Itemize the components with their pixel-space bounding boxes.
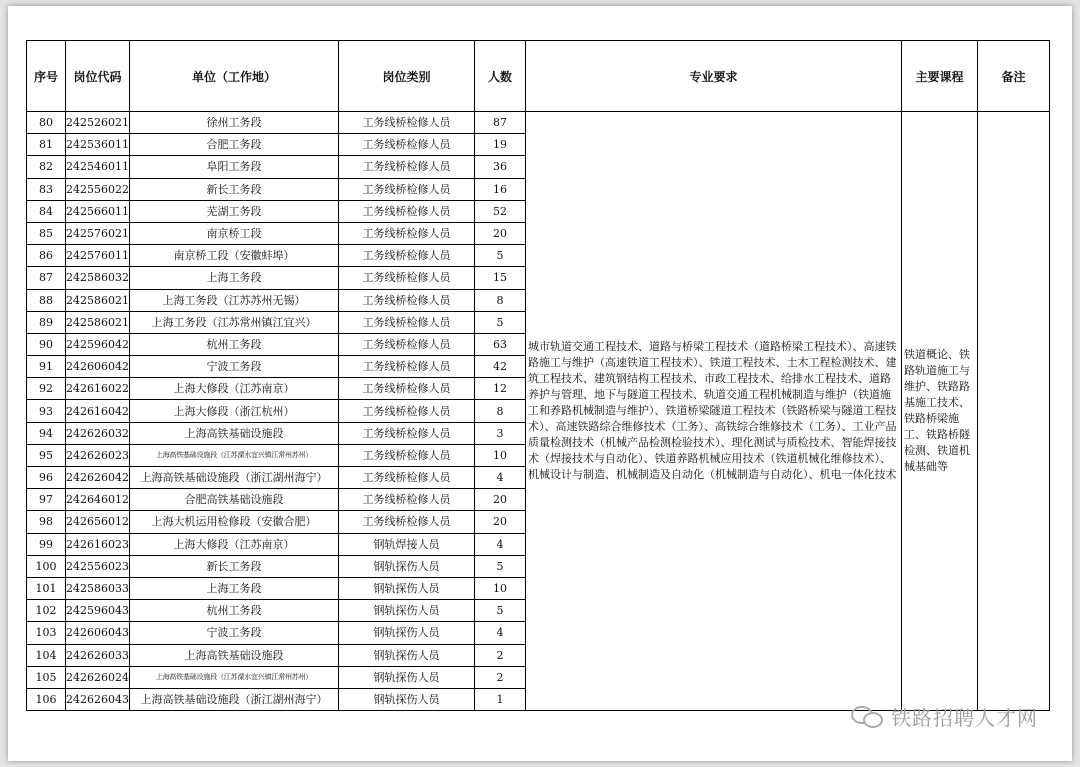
- cell-category: 工务线桥检修人员: [339, 222, 475, 244]
- cell-code: 242626023: [66, 444, 130, 466]
- cell-seq: 93: [27, 400, 66, 422]
- cell-seq: 104: [27, 644, 66, 666]
- cell-unit: 上海高铁基础设施段（江苏溧水宜兴镇江常州苏州）: [130, 666, 339, 688]
- cell-seq: 101: [27, 577, 66, 599]
- cell-count: 10: [475, 444, 526, 466]
- watermark: [851, 702, 1038, 731]
- cell-unit: 上海高铁基础设施段: [130, 422, 339, 444]
- cell-unit: 南京桥工段: [130, 222, 339, 244]
- cell-code: 242616022: [66, 378, 130, 400]
- cell-seq: 82: [27, 156, 66, 178]
- cell-code: 242606043: [66, 622, 130, 644]
- cell-category: 工务线桥检修人员: [339, 356, 475, 378]
- cell-count: 1: [475, 688, 526, 710]
- cell-code: 242656012: [66, 511, 130, 533]
- cell-unit: 上海大修段（江苏南京）: [130, 533, 339, 555]
- cell-code: 242626042: [66, 467, 130, 489]
- cell-count: 4: [475, 533, 526, 555]
- cell-seq: 98: [27, 511, 66, 533]
- recruitment-table: [26, 40, 1050, 711]
- table-row: [27, 112, 1050, 134]
- cell-unit: 上海工务段: [130, 267, 339, 289]
- table-body: [27, 112, 1050, 711]
- cell-seq: 86: [27, 245, 66, 267]
- cell-count: 15: [475, 267, 526, 289]
- cell-seq: 85: [27, 222, 66, 244]
- cell-seq: 95: [27, 444, 66, 466]
- cell-unit: 上海大机运用检修段（安徽合肥）: [130, 511, 339, 533]
- cell-count: 2: [475, 644, 526, 666]
- cell-category: 工务线桥检修人员: [339, 245, 475, 267]
- header-remark: 备注: [978, 41, 1050, 112]
- cell-unit: 上海工务段（江苏常州镇江宜兴）: [130, 311, 339, 333]
- cell-code: 242536011: [66, 134, 130, 156]
- cell-count: 36: [475, 156, 526, 178]
- wechat-icon: [851, 706, 885, 728]
- cell-category: 工务线桥检修人员: [339, 333, 475, 355]
- cell-category: 工务线桥检修人员: [339, 134, 475, 156]
- cell-seq: 100: [27, 555, 66, 577]
- cell-count: 5: [475, 600, 526, 622]
- cell-code: 242626024: [66, 666, 130, 688]
- cell-count: 16: [475, 178, 526, 200]
- cell-category: 工务线桥检修人员: [339, 156, 475, 178]
- cell-code: 242556022: [66, 178, 130, 200]
- cell-category: 工务线桥检修人员: [339, 289, 475, 311]
- cell-unit: 新长工务段: [130, 178, 339, 200]
- cell-category: 钢轨探伤人员: [339, 600, 475, 622]
- cell-unit: 杭州工务段: [130, 600, 339, 622]
- cell-seq: 105: [27, 666, 66, 688]
- cell-seq: 103: [27, 622, 66, 644]
- cell-category: 工务线桥检修人员: [339, 444, 475, 466]
- cell-category: 工务线桥检修人员: [339, 267, 475, 289]
- cell-unit: 杭州工务段: [130, 333, 339, 355]
- cell-category: 钢轨探伤人员: [339, 555, 475, 577]
- cell-code: 242526021: [66, 112, 130, 134]
- cell-code: 242556023: [66, 555, 130, 577]
- cell-count: 12: [475, 378, 526, 400]
- cell-category: 工务线桥检修人员: [339, 400, 475, 422]
- cell-count: 5: [475, 245, 526, 267]
- cell-seq: 97: [27, 489, 66, 511]
- cell-seq: 88: [27, 289, 66, 311]
- cell-unit: 上海大修段（浙江杭州）: [130, 400, 339, 422]
- cell-code: 242626032: [66, 422, 130, 444]
- header-row: [27, 41, 1050, 112]
- cell-unit: 芜湖工务段: [130, 200, 339, 222]
- cell-category: 工务线桥检修人员: [339, 489, 475, 511]
- cell-unit: 上海高铁基础设施段: [130, 644, 339, 666]
- header-code: 岗位代码: [66, 41, 130, 112]
- cell-seq: 81: [27, 134, 66, 156]
- cell-category: 工务线桥检修人员: [339, 422, 475, 444]
- cell-seq: 99: [27, 533, 66, 555]
- cell-category: 工务线桥检修人员: [339, 200, 475, 222]
- cell-count: 4: [475, 622, 526, 644]
- cell-code: 242646012: [66, 489, 130, 511]
- cell-code: 242586021: [66, 289, 130, 311]
- header-count: 人数: [475, 41, 526, 112]
- cell-seq: 106: [27, 688, 66, 710]
- header-seq: 序号: [27, 41, 66, 112]
- cell-code: 242586021: [66, 311, 130, 333]
- cell-count: 20: [475, 489, 526, 511]
- cell-unit: 上海工务段（江苏苏州无锡）: [130, 289, 339, 311]
- cell-count: 19: [475, 134, 526, 156]
- cell-seq: 94: [27, 422, 66, 444]
- cell-unit: 阜阳工务段: [130, 156, 339, 178]
- cell-seq: 83: [27, 178, 66, 200]
- cell-code: 242576011: [66, 245, 130, 267]
- cell-category: 工务线桥检修人员: [339, 467, 475, 489]
- cell-category: 工务线桥检修人员: [339, 378, 475, 400]
- cell-unit: 上海高铁基础设施段（浙江湖州海宁）: [130, 688, 339, 710]
- cell-code: 242616023: [66, 533, 130, 555]
- cell-count: 63: [475, 333, 526, 355]
- cell-count: 2: [475, 666, 526, 688]
- cell-category: 钢轨探伤人员: [339, 644, 475, 666]
- cell-unit: 新长工务段: [130, 555, 339, 577]
- cell-count: 20: [475, 511, 526, 533]
- cell-code: 242616042: [66, 400, 130, 422]
- cell-major-requirements: 城市轨道交通工程技术、道路与桥梁工程技术（道路桥梁工程技术）、高速铁路施工与维护（高速铁道工程技术）、铁道工程技术、土木工程检测技术、建筑工程技术、建筑钢结构工程技术、市政工程技术、给排水工程技术、道路养护与管理、地下与隧道工程技术、轨道交通工程机械制造与维护（铁道施工和养路机械制造与维护）、铁道桥梁隧道工程技术（铁路桥梁与隧道工程技术）、高速铁路综合维修技术（工务）、高铁综合维修技术（工务）、工业产品质量检测技术（机械产品检测检验技术）、理化测试与质检技术、智能焊接技术（焊接技术与自动化）、铁道养路机械应用技术（铁道机械化维修技术）、机械设计与制造、机械制造及自动化（机械制造与自动化）、机电一体化技术: [526, 112, 902, 711]
- cell-code: 242576021: [66, 222, 130, 244]
- cell-count: 10: [475, 577, 526, 599]
- cell-seq: 102: [27, 600, 66, 622]
- cell-unit: 合肥工务段: [130, 134, 339, 156]
- cell-unit: 上海大修段（江苏南京）: [130, 378, 339, 400]
- cell-count: 42: [475, 356, 526, 378]
- cell-seq: 91: [27, 356, 66, 378]
- header-major: 专业要求: [526, 41, 902, 112]
- cell-category: 工务线桥检修人员: [339, 311, 475, 333]
- cell-seq: 92: [27, 378, 66, 400]
- watermark-text: 铁路招聘人才网: [891, 706, 1038, 730]
- cell-count: 3: [475, 422, 526, 444]
- cell-seq: 89: [27, 311, 66, 333]
- cell-unit: 徐州工务段: [130, 112, 339, 134]
- cell-category: 钢轨焊接人员: [339, 533, 475, 555]
- cell-category: 钢轨探伤人员: [339, 622, 475, 644]
- cell-count: 8: [475, 400, 526, 422]
- cell-seq: 80: [27, 112, 66, 134]
- cell-count: 52: [475, 200, 526, 222]
- cell-unit: 上海高铁基础设施段（江苏溧水宜兴镇江常州苏州）: [130, 444, 339, 466]
- cell-unit: 宁波工务段: [130, 356, 339, 378]
- cell-unit: 宁波工务段: [130, 622, 339, 644]
- cell-code: 242596042: [66, 333, 130, 355]
- cell-seq: 84: [27, 200, 66, 222]
- cell-code: 242626033: [66, 644, 130, 666]
- cell-category: 钢轨探伤人员: [339, 688, 475, 710]
- cell-count: 8: [475, 289, 526, 311]
- document-page: [8, 6, 1072, 761]
- cell-count: 4: [475, 467, 526, 489]
- header-courses: 主要课程: [902, 41, 978, 112]
- cell-count: 20: [475, 222, 526, 244]
- header-unit: 单位（工作地）: [130, 41, 339, 112]
- cell-code: 242566011: [66, 200, 130, 222]
- cell-unit: 合肥高铁基础设施段: [130, 489, 339, 511]
- cell-category: 钢轨探伤人员: [339, 666, 475, 688]
- cell-code: 242596043: [66, 600, 130, 622]
- cell-seq: 87: [27, 267, 66, 289]
- cell-category: 工务线桥检修人员: [339, 511, 475, 533]
- header-category: 岗位类别: [339, 41, 475, 112]
- cell-unit: 南京桥工段（安徽蚌埠）: [130, 245, 339, 267]
- cell-code: 242606042: [66, 356, 130, 378]
- cell-seq: 90: [27, 333, 66, 355]
- cell-seq: 96: [27, 467, 66, 489]
- cell-category: 钢轨探伤人员: [339, 577, 475, 599]
- cell-count: 5: [475, 555, 526, 577]
- cell-unit: 上海工务段: [130, 577, 339, 599]
- cell-category: 工务线桥检修人员: [339, 112, 475, 134]
- cell-count: 87: [475, 112, 526, 134]
- cell-remark: [978, 112, 1050, 711]
- cell-count: 5: [475, 311, 526, 333]
- cell-code: 242586032: [66, 267, 130, 289]
- cell-main-courses: 铁道概论、铁路轨道施工与维护、铁路路基施工技术、铁路桥梁施工、铁路桥隧检测、铁道机械基础等: [902, 112, 978, 711]
- cell-code: 242586033: [66, 577, 130, 599]
- cell-code: 242626043: [66, 688, 130, 710]
- cell-code: 242546011: [66, 156, 130, 178]
- cell-category: 工务线桥检修人员: [339, 178, 475, 200]
- cell-unit: 上海高铁基础设施段（浙江湖州海宁）: [130, 467, 339, 489]
